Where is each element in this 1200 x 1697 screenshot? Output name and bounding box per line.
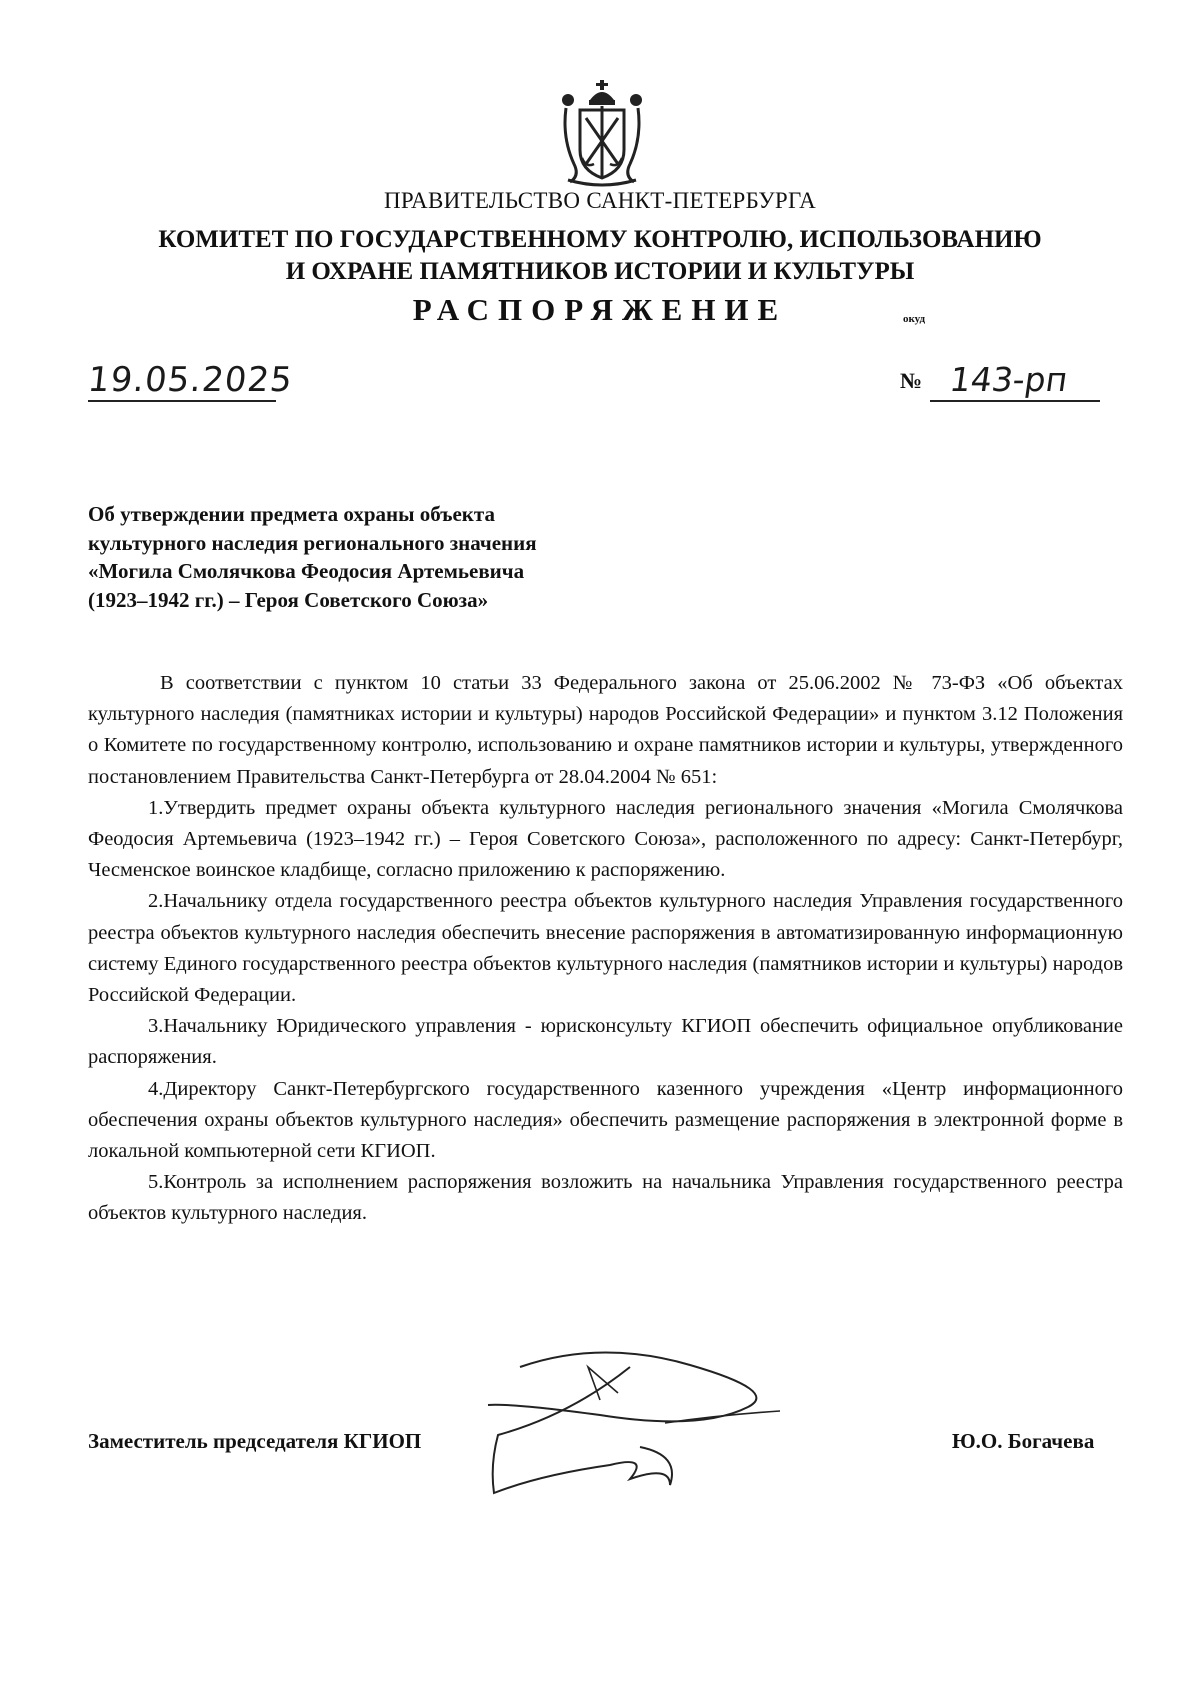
committee-title xyxy=(0,224,1200,288)
order-item-1: 1.Утвердить предмет охраны объекта культурного наследия регионального значения «Могила Смолячкова Феодосия Артемьевича (1923–1942 гг.) – Героя Советского Союза», расположенного по адресу: Санкт-Петербург, Чесменское воинское кладбище, согласно приложению к распоряжению. xyxy=(88,796,1123,882)
subject-line: «Могила Смолячкова Феодосия Артемьевича xyxy=(88,559,525,583)
order-item-5: 5.Контроль за исполнением распоряжения возложить на начальника Управления государственного реестра объектов культурного наследия. xyxy=(88,1171,1123,1225)
document-number: 143-рп xyxy=(947,360,1071,399)
committee-title-line-1: КОМИТЕТ ПО ГОСУДАРСТВЕННОМУ КОНТРОЛЮ, ИСПОЛЬЗОВАНИЮ xyxy=(158,226,1042,253)
document-type-title: РАСПОРЯЖЕНИЕ xyxy=(412,292,788,327)
document-subject xyxy=(88,500,708,614)
order-item-2: 2.Начальнику отдела государственного реестра объектов культурного наследия Управления государственного реестра объектов культурного наследия обеспечить внесение распоряжения в автоматизированную информационную систему Единого государственного реестра объектов культурного наследия (памятников истории и культуры) народов Российской Федерации. xyxy=(88,890,1123,1007)
subject-line: культурного наследия регионального значения xyxy=(88,530,537,555)
document-number-label: № xyxy=(900,368,923,393)
coat-of-arms-icon xyxy=(560,78,644,188)
subject-line: (1923–1942 гг.) – Героя Советского Союза» xyxy=(88,587,489,612)
signatory-position: Заместитель председателя КГИОП xyxy=(88,1429,422,1453)
preamble-paragraph: В соответствии с пунктом 10 статьи 33 Федерального закона от 25.06.2002 № 73-ФЗ «Об объектах культурного наследия (памятниках истории и культуры) народов Российской Федерации» и пунктом 3.12 Положения о Комитете по государственному контролю, использованию и охране памятников истории и культуры, утвержденного постановлением Правительства Санкт-Петербурга от 28.04.2004 № 651: xyxy=(88,672,1123,788)
subject-line: Об утверждении предмета охраны объекта xyxy=(88,502,495,526)
handwritten-signature-icon xyxy=(480,1345,850,1505)
signatory-name: Ю.О. Богачева xyxy=(952,1429,1095,1453)
document-body xyxy=(88,668,1123,1230)
order-item-3: 3.Начальнику Юридического управления - юрисконсульту КГИОП обеспечить официальное опубликование распоряжения. xyxy=(88,1015,1123,1069)
okud-label: окуд xyxy=(903,313,926,325)
date-underline xyxy=(88,400,276,402)
order-item-4: 4.Директору Санкт-Петербургского государственного казенного учреждения «Центр информационного обеспечения охраны объектов культурного наследия» обеспечить размещение распоряжения в электронной форме в локальной компьютерной сети КГИОП. xyxy=(88,1077,1123,1163)
number-underline xyxy=(930,400,1100,402)
document-date: 19.05.2025 xyxy=(85,360,295,400)
committee-title-line-2: И ОХРАНЕ ПАМЯТНИКОВ ИСТОРИИ И КУЛЬТУРЫ xyxy=(285,258,915,285)
government-title: ПРАВИТЕЛЬСТВО САНКТ-ПЕТЕРБУРГА xyxy=(383,188,817,213)
